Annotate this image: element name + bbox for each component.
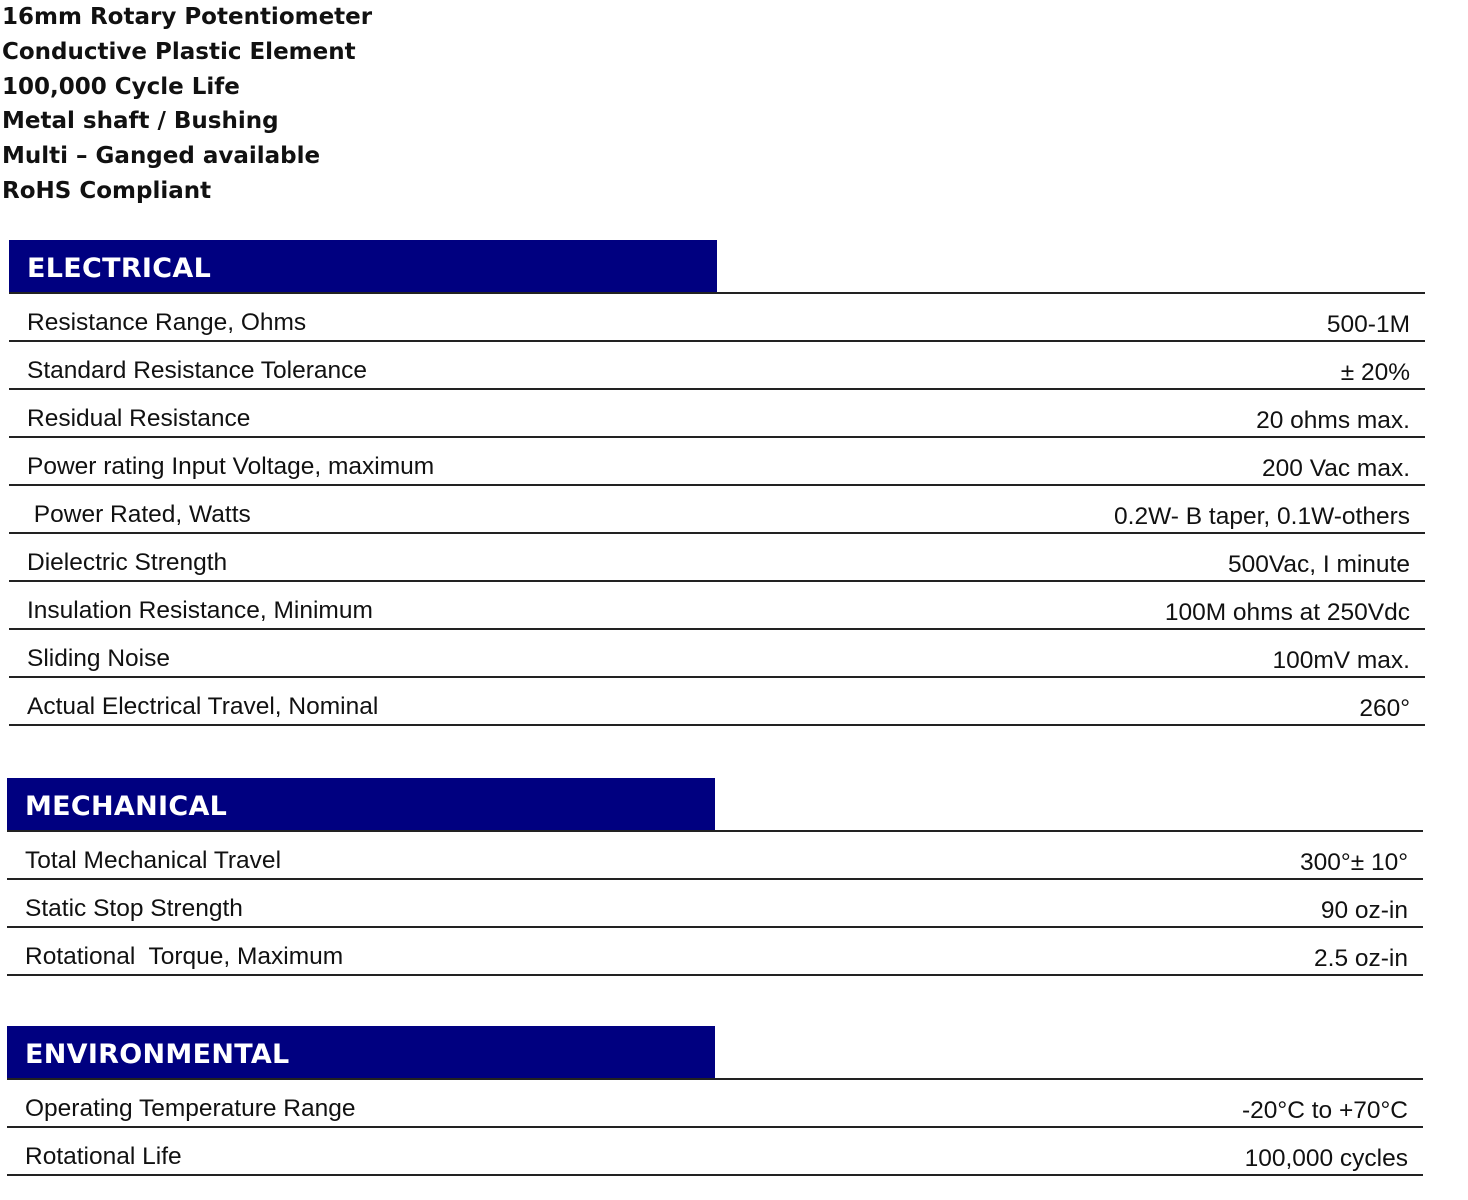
spec-label: Insulation Resistance, Minimum [27,597,373,624]
spec-label: Dielectric Strength [27,549,228,576]
spec-value: 300°± 10° [1300,849,1408,876]
feature-list [2,0,372,209]
spec-label: Power rating Input Voltage, maximum [27,453,435,480]
spec-label: Standard Resistance Tolerance [27,357,368,384]
spec-value: 100M ohms at 250Vdc [1164,599,1410,626]
section-title: ELECTRICAL [27,253,212,284]
spec-row [9,486,1425,534]
spec-value: 260° [1359,695,1410,722]
spec-value: 500-1M [1326,311,1410,338]
spec-value: 100mV max. [1272,647,1410,674]
spec-value: 20 ohms max. [1256,407,1410,434]
spec-row [7,928,1423,976]
spec-value: 200 Vac max. [1262,455,1410,482]
spec-value: 100,000 cycles [1244,1145,1408,1172]
spec-row [7,880,1423,928]
spec-label: Power Rated, Watts [27,501,251,528]
spec-row [9,342,1425,390]
spec-label: Actual Electrical Travel, Nominal [27,693,379,720]
environmental-section [7,1026,1423,1176]
feature-item: 16mm Rotary Potentiometer [2,4,373,30]
spec-row [9,294,1425,342]
section-header [7,1026,715,1078]
section-title: MECHANICAL [25,791,228,822]
spec-row [7,832,1423,880]
mechanical-section [7,778,1423,976]
spec-row [9,582,1425,630]
spec-value: 2.5 oz-in [1314,945,1408,972]
spec-row [9,534,1425,582]
spec-row [9,630,1425,678]
spec-row [9,390,1425,438]
electrical-section [9,240,1425,726]
spec-value: -20°C to +70°C [1242,1097,1408,1124]
spec-label: Sliding Noise [27,645,170,672]
spec-value: 90 oz-in [1320,897,1408,924]
feature-item: Conductive Plastic Element [2,38,356,65]
spec-label: Total Mechanical Travel [25,847,282,874]
spec-label: Operating Temperature Range [25,1095,356,1122]
spec-label: Resistance Range, Ohms [27,309,307,336]
spec-label: Residual Resistance [27,405,251,432]
spec-row [7,1080,1423,1128]
section-title: ENVIRONMENTAL [25,1039,290,1070]
spec-value: 500Vac, I minute [1227,551,1410,578]
section-header [9,240,717,292]
spec-label: Rotational Life [25,1143,182,1170]
spec-value: 0.2W- B taper, 0.1W-others [1114,503,1410,530]
feature-item: Multi – Ganged available [2,143,321,170]
feature-item: RoHS Compliant [2,177,212,204]
spec-label: Static Stop Strength [25,895,243,922]
section-header [7,778,715,830]
spec-row [9,678,1425,726]
feature-item: Metal shaft / Bushing [2,108,279,135]
spec-label: Rotational Torque, Maximum [25,943,344,970]
spec-value: ± 20% [1340,359,1410,386]
spec-row [9,438,1425,486]
feature-item: 100,000 Cycle Life [2,73,240,100]
spec-row [7,1128,1423,1176]
